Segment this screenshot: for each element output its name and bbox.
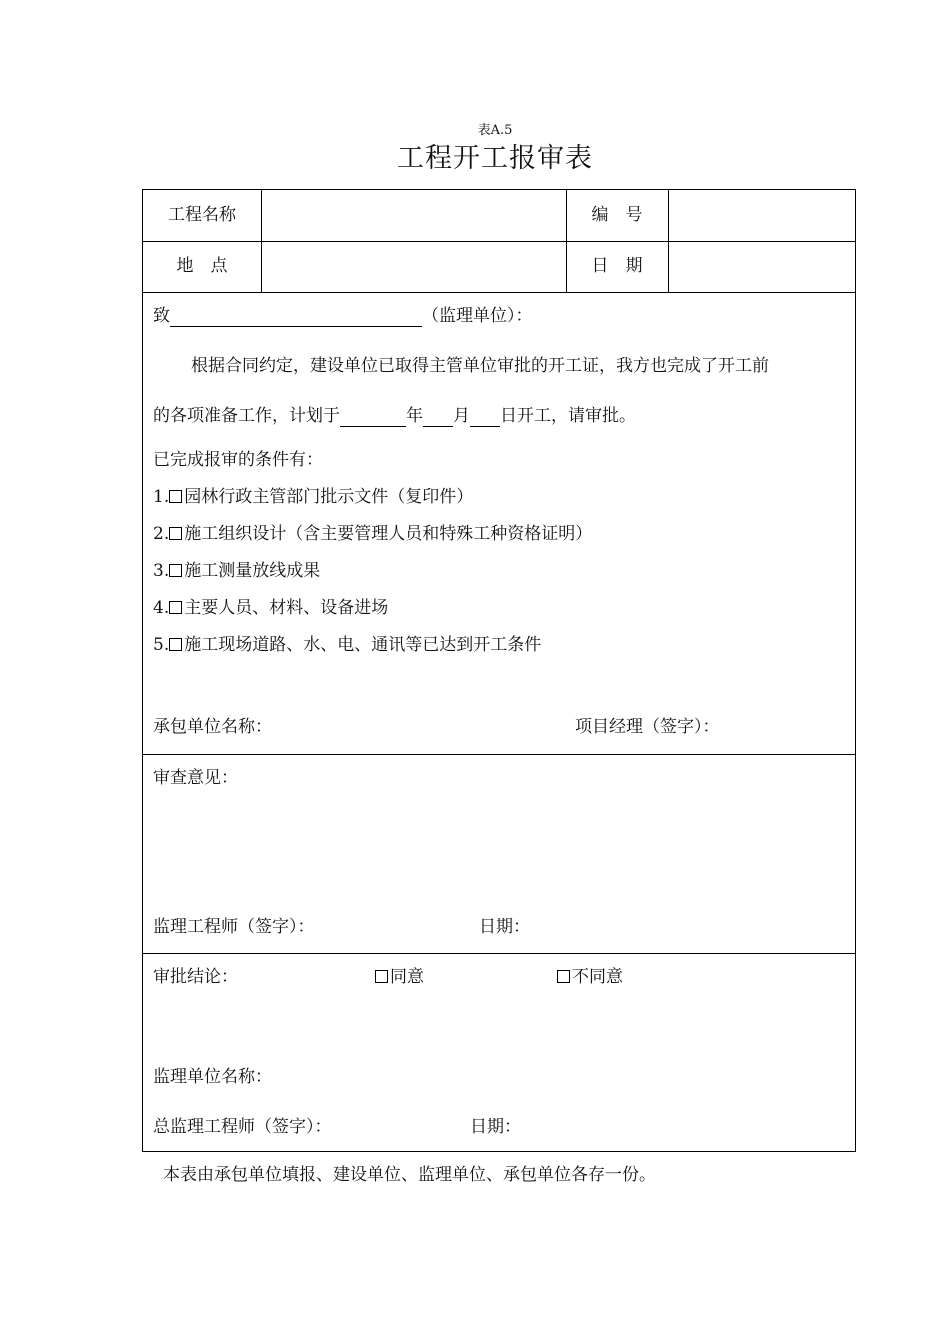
checkbox[interactable]	[169, 527, 182, 540]
section-divider	[143, 953, 855, 954]
supervisor-unit-label: 监理单位名称：	[153, 1067, 272, 1087]
row-divider	[143, 241, 855, 242]
location-label: 地 点	[176, 256, 228, 276]
engineer-signature-label: 监理工程师（签字）：	[153, 917, 315, 937]
footnote: 本表由承包单位填报、建设单位、监理单位、承包单位各存一份。	[163, 1165, 656, 1185]
addressee-line	[153, 305, 533, 327]
approval-date-label: 日期：	[470, 1117, 521, 1137]
checkbox[interactable]	[169, 638, 182, 651]
disagree-option[interactable]: 不同意	[557, 966, 623, 988]
review-opinion-field[interactable]	[153, 792, 843, 902]
checkbox[interactable]	[169, 490, 182, 503]
condition-item: 3. 施工测量放线成果	[153, 561, 321, 581]
condition-item: 5. 施工现场道路、水、电、通讯等已达到开工条件	[153, 635, 542, 655]
condition-item: 4. 主要人员、材料、设备进场	[153, 598, 389, 618]
checkbox[interactable]	[557, 970, 570, 983]
paragraph-line-1: 根据合同约定，建设单位已取得主管单位审批的开工证，我方也完成了开工前	[191, 356, 769, 376]
table-number: 表A.5	[477, 123, 513, 138]
month-blank[interactable]	[423, 408, 453, 427]
to-prefix: 致	[153, 306, 170, 326]
project-name-label: 工程名称	[168, 205, 236, 225]
paragraph-line-2: 的各项准备工作，计划于 年 月 日开工，请审批。	[153, 406, 636, 426]
supervisor-unit-blank[interactable]	[170, 308, 422, 327]
project-manager-label: 项目经理（签字）：	[575, 717, 720, 737]
project-name-field[interactable]	[262, 192, 565, 239]
chief-engineer-label: 总监理工程师（签字）：	[153, 1117, 332, 1137]
day-blank[interactable]	[470, 408, 500, 427]
checkbox[interactable]	[375, 970, 388, 983]
approval-conclusion-label: 审批结论：	[153, 967, 238, 987]
agree-option[interactable]: 同意	[375, 966, 424, 988]
to-suffix: （监理单位）：	[422, 306, 533, 326]
date-field[interactable]	[669, 243, 855, 290]
number-field[interactable]	[669, 192, 855, 239]
number-label: 编 号	[591, 205, 643, 225]
approval-form	[142, 189, 856, 1152]
checkbox[interactable]	[169, 601, 182, 614]
review-opinion-label: 审查意见：	[153, 768, 238, 788]
page-title: 工程开工报审表	[397, 143, 593, 174]
conditions-heading: 已完成报审的条件有：	[153, 450, 323, 470]
condition-item: 1. 园林行政主管部门批示文件（复印件）	[153, 487, 474, 507]
row-divider	[143, 292, 855, 293]
location-field[interactable]	[262, 243, 565, 290]
section-divider	[143, 754, 855, 755]
date-label: 日 期	[591, 256, 643, 276]
checkbox[interactable]	[169, 564, 182, 577]
contractor-name-label: 承包单位名称：	[153, 717, 272, 737]
condition-item: 2. 施工组织设计（含主要管理人员和特殊工种资格证明）	[153, 524, 593, 544]
review-date-label: 日期：	[479, 917, 530, 937]
year-blank[interactable]	[340, 408, 406, 427]
